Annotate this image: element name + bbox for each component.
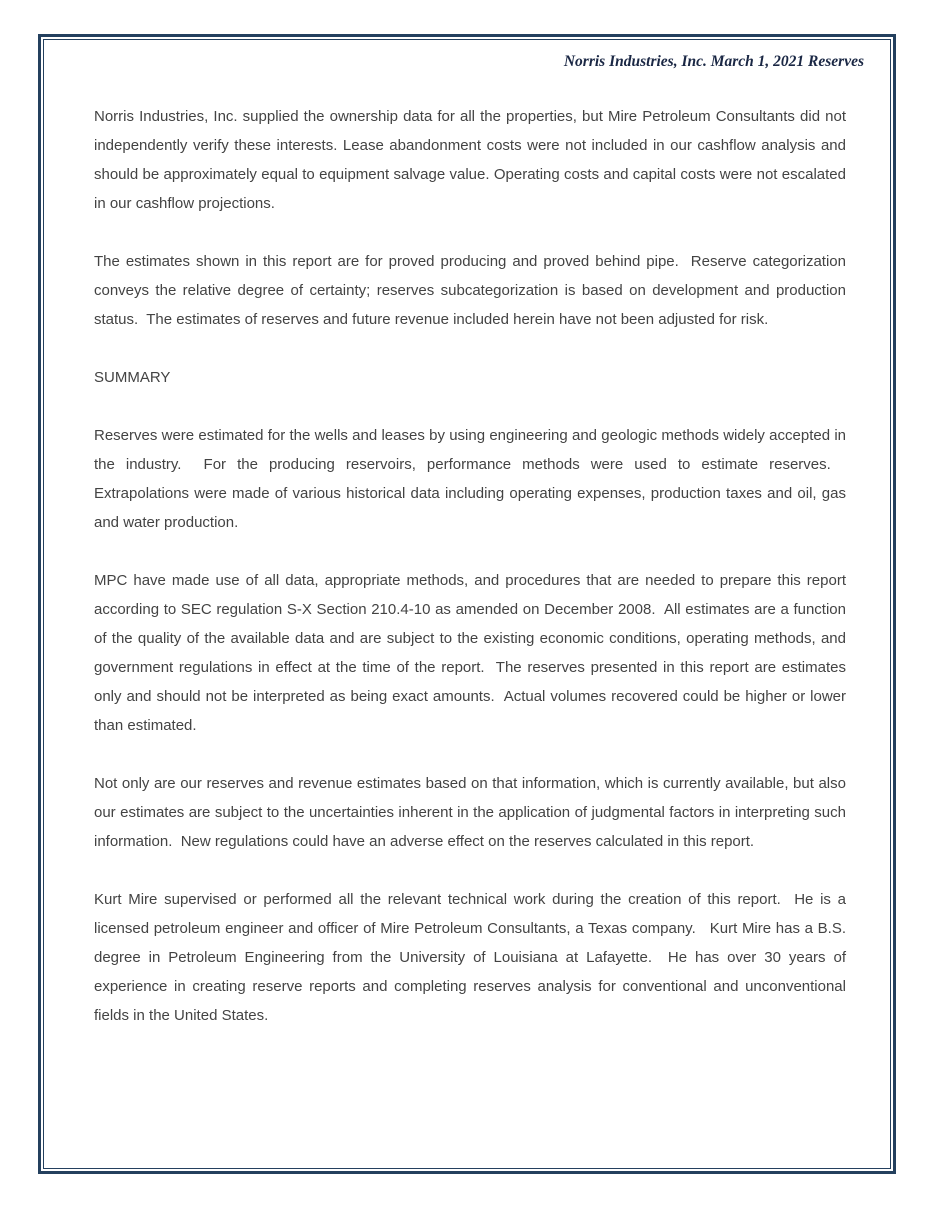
page-border-inner — [43, 39, 891, 1169]
paragraph-kurt-mire-bio: Kurt Mire supervised or performed all the relevant technical work during the creation of this report. He is a licensed petroleum engineer and officer of Mire Petroleum Consultants, a Texas company. Kurt Mire has a B.S. degree in Petroleum Engineering from the University of Louisiana at Lafayette. He has over 30 years of experience in creating reserve reports and completing reserves analysis for conventional and unconventional fields in the United States. — [94, 891, 846, 1024]
paragraph-ownership-data: Norris Industries, Inc. supplied the ownership data for all the properties, but Mire Petroleum Consultants did not independently verify these interests. Lease abandonment costs were not included in our cashflow analysis and should be approximately equal to equipment salvage value. Operating costs and capital costs were not escalated in our cashflow projections. — [94, 108, 846, 212]
paragraph-mpc-sec-regulation: MPC have made use of all data, appropriate methods, and procedures that are needed to prepare this report according to SEC regulation S-X Section 210.4-10 as amended on December 2008. All estimates are a function of the quality of the available data and are subject to the existing economic conditions, operating methods, and government regulations in effect at the time of the report. The reserves presented in this report are estimates only and should not be interpreted as being exact amounts. Actual volumes recovered could be higher or lower than estimated. — [94, 572, 846, 734]
paragraph-estimates-categorization: The estimates shown in this report are for proved producing and proved behind pipe. Reserve categorization conveys the relative degree of certainty; reserves subcategorization is based on development and production status. The estimates of reserves and future revenue included herein have not been adjusted for risk. — [94, 253, 846, 328]
paragraph-uncertainties: Not only are our reserves and revenue estimates based on that information, which is currently available, but also our estimates are subject to the uncertainties inherent in the application of judgmental factors in interpreting such information. New regulations could have an adverse effect on the reserves calculated in this report. — [94, 775, 846, 850]
page-content — [44, 40, 890, 1030]
paragraph-reserves-methods: Reserves were estimated for the wells and leases by using engineering and geologic methods widely accepted in the industry. For the producing reservoirs, performance methods were used to estimate reserves. Extrapolations were made of various historical data including operating expenses, production taxes and oil, gas and water production. — [94, 427, 846, 531]
running-header: Norris Industries, Inc. March 1, 2021 Reserves — [563, 53, 864, 70]
summary-heading: SUMMARY — [94, 369, 171, 386]
page-border-outer — [38, 34, 896, 1174]
